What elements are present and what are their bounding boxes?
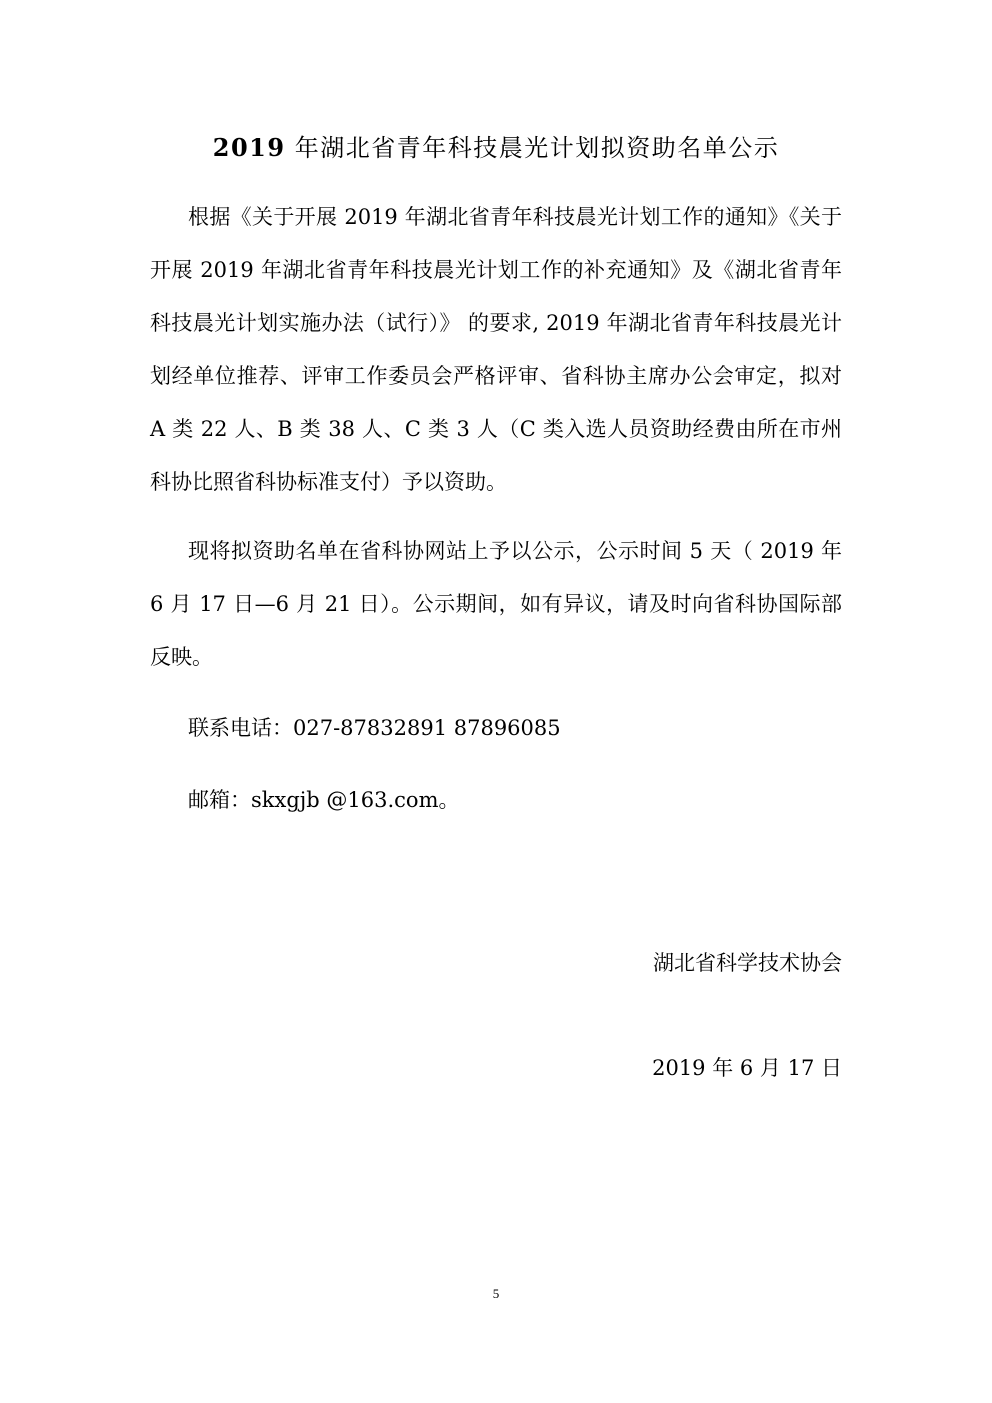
contact-phone: 联系电话：027-87832891 87896085 — [188, 716, 561, 740]
page-number: 5 — [492, 1286, 500, 1301]
signature-organization: 湖北省科学技术协会 — [653, 951, 842, 975]
signature-date: 2019 年 6 月 17 日 — [652, 1056, 842, 1080]
document-title — [150, 128, 842, 163]
title-text: 年湖北省青年科技晨光计划拟资助名单公示 — [285, 134, 780, 162]
contact-email: 邮箱：skxgjb @163.com。 — [188, 788, 460, 812]
body-paragraph-2: 现将拟资助名单在省科协网站上予以公示，公示时间 5 天（ 2019 年 6 月 17 日—6 月 21 日）。公示期间，如有异议，请及时向省科协国际部反映。 — [150, 539, 842, 669]
body-paragraph-1: 根据《关于开展 2019 年湖北省青年科技晨光计划工作的通知》《关于开展 2019 年湖北省青年科技晨光计划工作的补充通知》及《湖北省青年科技晨光计划实施办法（试行）》 的要求, 2019 年湖北省青年科技晨光计划经单位推荐、评审工作委员会严格评审、省科协主席办公会审定，拟对 A 类 22 人、B 类 38 人、C 类 3 人（C 类入选人员资助经费由所在市州科协比照省科协标准支付）予以资助。 — [150, 205, 842, 494]
title-year: 2019 — [212, 133, 286, 162]
